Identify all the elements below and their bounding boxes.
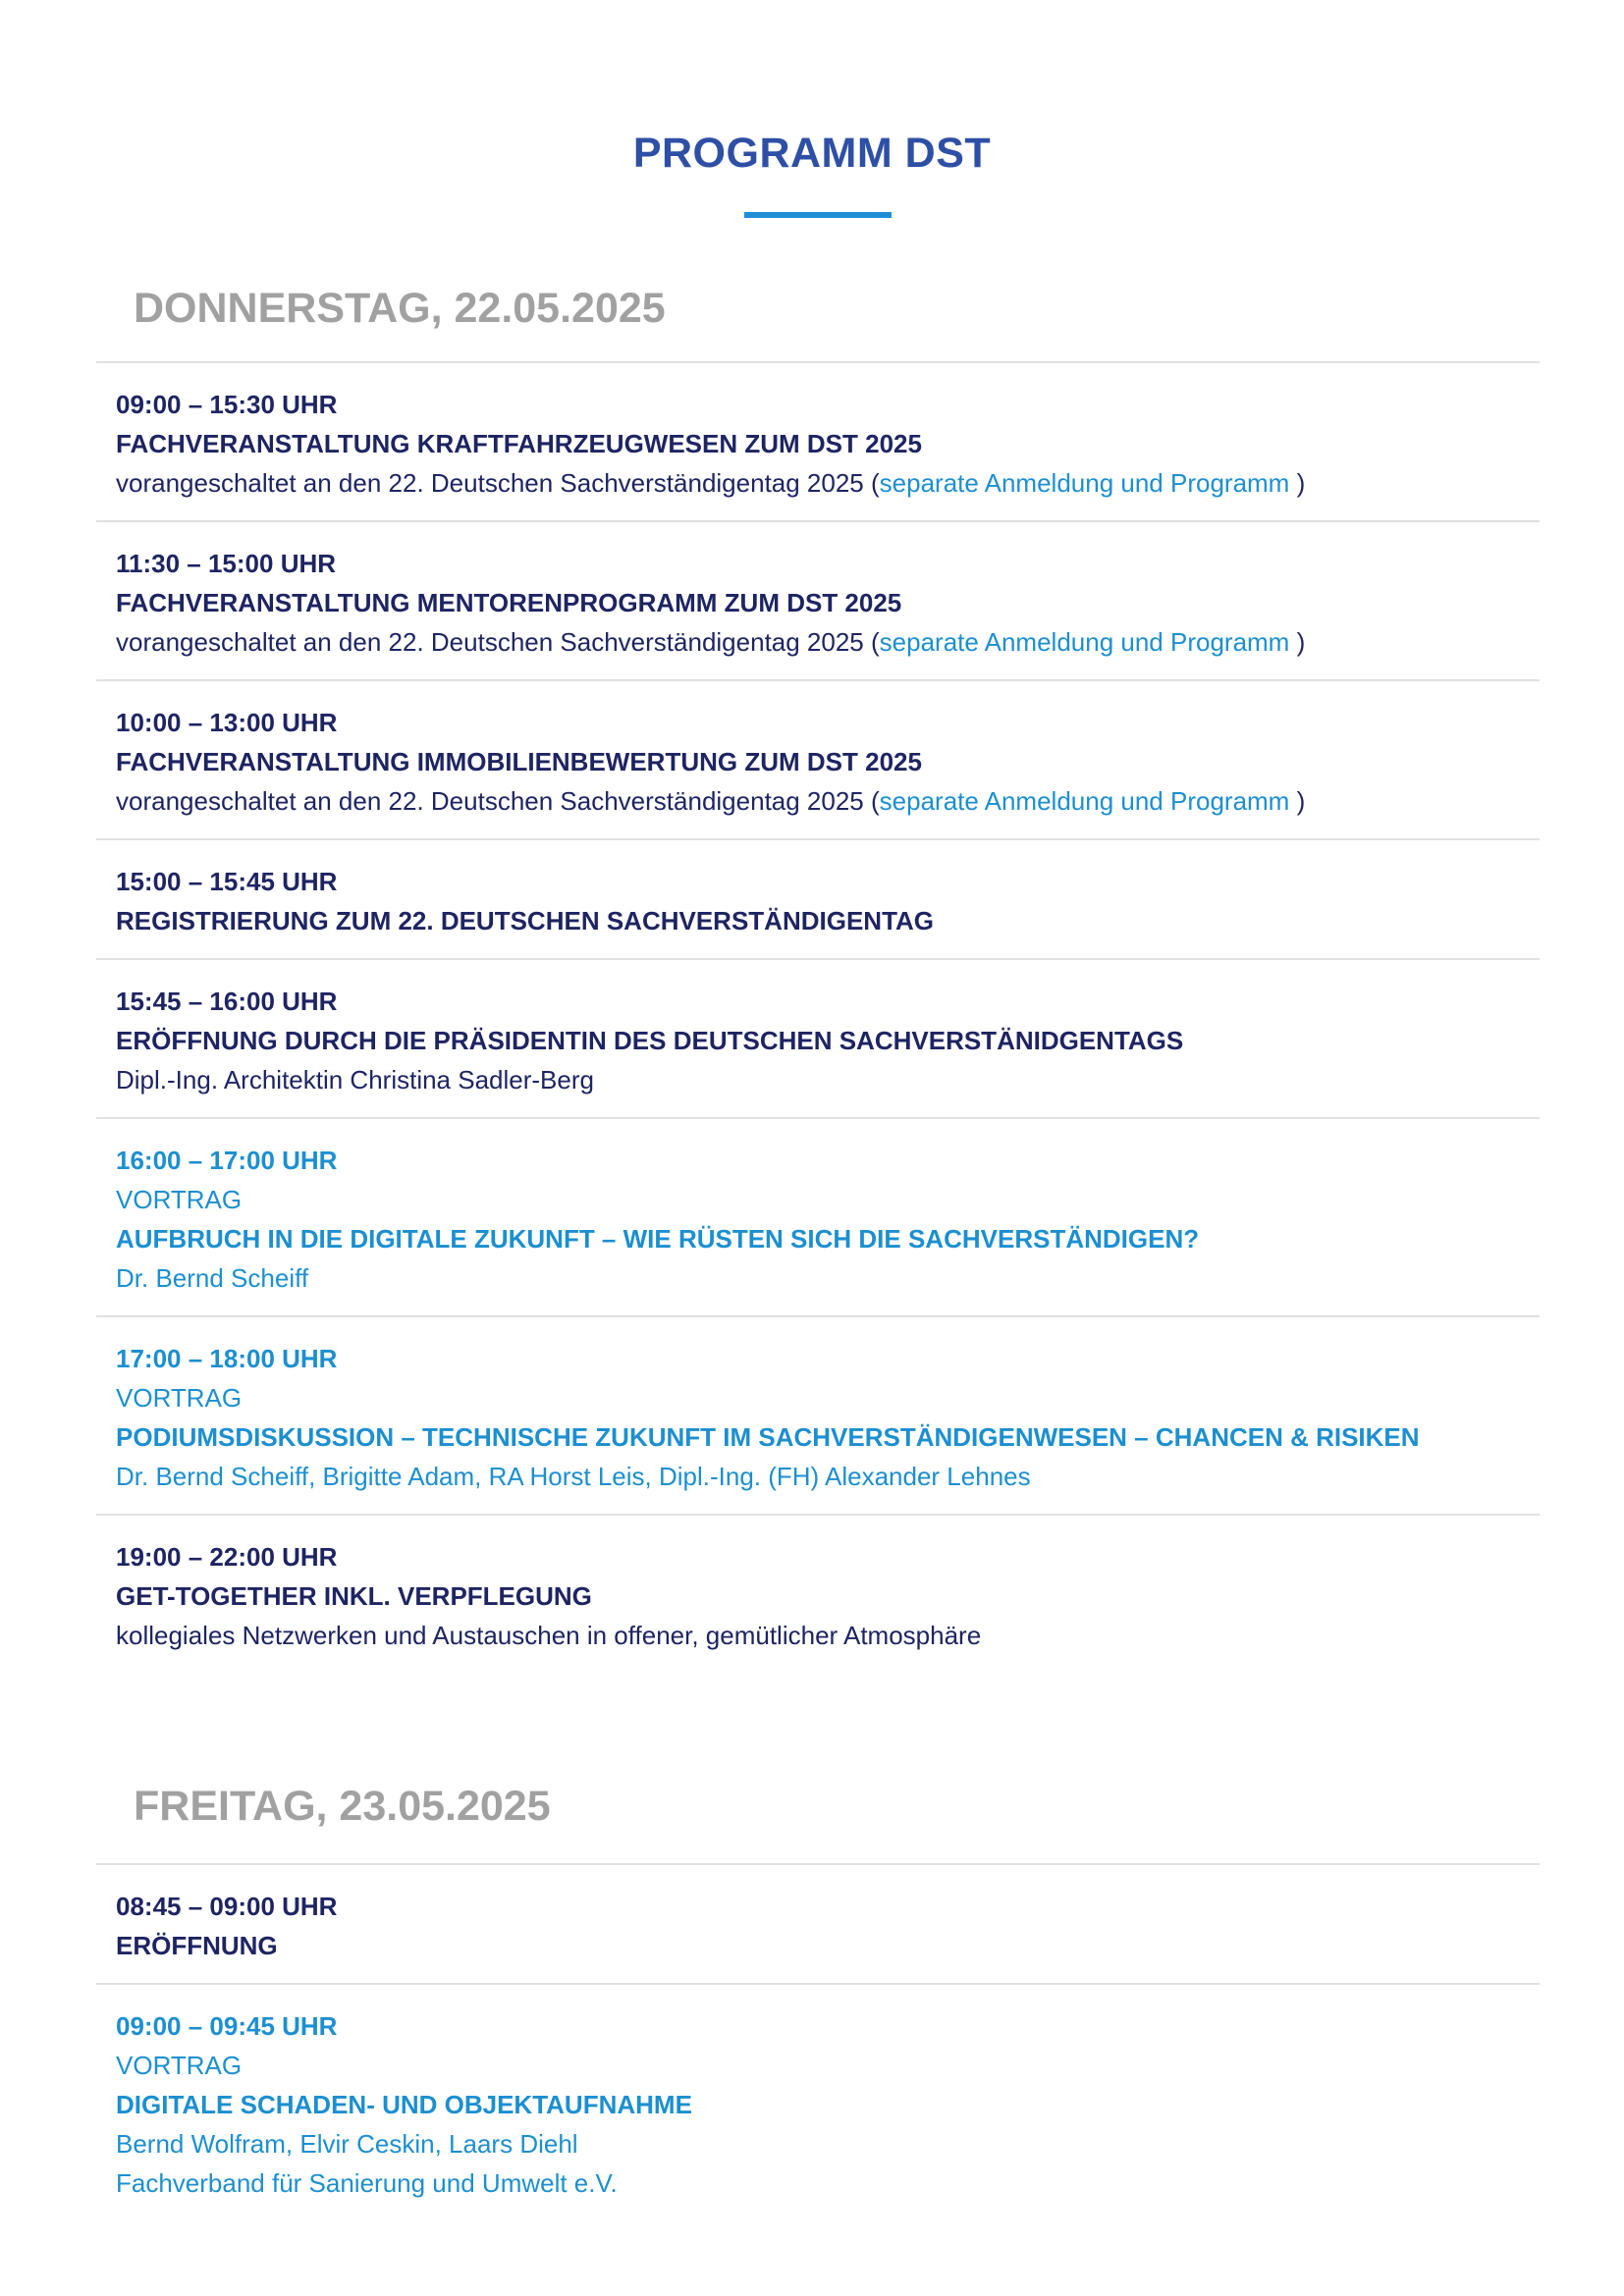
- entry-speaker: Bernd Wolfram, Elvir Ceskin, Laars Diehl: [116, 2129, 578, 2159]
- entry-title: ERÖFFNUNG: [116, 1931, 278, 1960]
- entry-description-suffix: ): [1289, 468, 1306, 498]
- schedule-friday: [96, 1863, 1540, 2220]
- entry-description-text: vorangeschaltet an den 22. Deutschen Sachverständigentag 2025 (: [116, 627, 880, 657]
- entry-title: FACHVERANSTALTUNG MENTORENPROGRAMM ZUM DST 2025: [116, 588, 902, 617]
- entry-time: 08:45 – 09:00 UHR: [116, 1892, 338, 1921]
- entry-speaker: Dr. Bernd Scheiff: [116, 1263, 309, 1293]
- entry-time: 19:00 – 22:00 UHR: [116, 1542, 338, 1572]
- entry-time: 15:45 – 16:00 UHR: [116, 987, 338, 1016]
- entry-description: [116, 622, 1540, 662]
- entry-title: FACHVERANSTALTUNG IMMOBILIENBEWERTUNG ZUM DST 2025: [116, 747, 922, 776]
- day-heading-friday: FREITAG, 23.05.2025: [134, 1783, 551, 1830]
- entry-description-suffix: ): [1289, 786, 1306, 816]
- schedule-entry-talk: [96, 1117, 1540, 1315]
- entry-type: VORTRAG: [116, 1185, 243, 1214]
- entry-time: 15:00 – 15:45 UHR: [116, 867, 338, 896]
- schedule-entry: [96, 1863, 1540, 1983]
- entry-title: GET-TOGETHER INKL. VERPFLEGUNG: [116, 1581, 592, 1611]
- schedule-entry: [96, 520, 1540, 679]
- entry-speaker: Dipl.-Ing. Architektin Christina Sadler-Berg: [116, 1065, 594, 1095]
- entry-description-text: vorangeschaltet an den 22. Deutschen Sachverständigentag 2025 (: [116, 468, 880, 498]
- entry-title: REGISTRIERUNG ZUM 22. DEUTSCHEN SACHVERSTÄNDIGENTAG: [116, 906, 935, 935]
- schedule-entry: [96, 361, 1540, 520]
- entry-time: 11:30 – 15:00 UHR: [116, 549, 337, 578]
- entry-description: kollegiales Netzwerken und Austauschen in offener, gemütlicher Atmosphäre: [116, 1621, 982, 1650]
- page-title: PROGRAMM DST: [632, 130, 992, 177]
- entry-time: 16:00 – 17:00 UHR: [116, 1146, 338, 1175]
- day-heading-thursday: DONNERSTAG, 22.05.2025: [134, 285, 666, 332]
- entry-time: 09:00 – 15:30 UHR: [116, 390, 338, 419]
- entry-title: AUFBRUCH IN DIE DIGITALE ZUKUNFT – WIE RÜSTEN SICH DIE SACHVERSTÄNDIGEN?: [116, 1224, 1200, 1254]
- title-underline: [744, 212, 892, 218]
- entry-type: VORTRAG: [116, 1383, 243, 1413]
- schedule-thursday: [96, 361, 1540, 1673]
- entry-time: 17:00 – 18:00 UHR: [116, 1344, 338, 1373]
- schedule-entry: [96, 679, 1540, 838]
- entry-description-suffix: ): [1289, 627, 1306, 657]
- registration-link[interactable]: separate Anmeldung und Programm: [879, 468, 1290, 498]
- entry-title: ERÖFFNUNG DURCH DIE PRÄSIDENTIN DES DEUTSCHEN SACHVERSTÄNIDGENTAGS: [116, 1026, 1184, 1055]
- registration-link[interactable]: separate Anmeldung und Programm: [879, 786, 1290, 816]
- entry-organization: Fachverband für Sanierung und Umwelt e.V.: [116, 2168, 618, 2198]
- schedule-entry-talk: [96, 1315, 1540, 1514]
- entry-title: FACHVERANSTALTUNG KRAFTFAHRZEUGWESEN ZUM DST 2025: [116, 429, 922, 458]
- entry-description: [116, 463, 1540, 503]
- schedule-entry-talk: [96, 1983, 1540, 2220]
- registration-link[interactable]: separate Anmeldung und Programm: [879, 627, 1290, 657]
- entry-title: PODIUMSDISKUSSION – TECHNISCHE ZUKUNFT IM SACHVERSTÄNDIGENWESEN – CHANCEN & RISIKEN: [116, 1422, 1420, 1452]
- entry-time: 10:00 – 13:00 UHR: [116, 708, 338, 737]
- schedule-entry: [96, 958, 1540, 1117]
- schedule-entry: [96, 1514, 1540, 1673]
- entry-type: VORTRAG: [116, 2051, 243, 2080]
- entry-time: 09:00 – 09:45 UHR: [116, 2011, 338, 2041]
- entry-speaker: Dr. Bernd Scheiff, Brigitte Adam, RA Horst Leis, Dipl.-Ing. (FH) Alexander Lehnes: [116, 1462, 1031, 1491]
- schedule-entry: [96, 838, 1540, 958]
- entry-description: [116, 781, 1540, 821]
- entry-description-text: vorangeschaltet an den 22. Deutschen Sachverständigentag 2025 (: [116, 786, 880, 816]
- entry-title: DIGITALE SCHADEN- UND OBJEKTAUFNAHME: [116, 2090, 692, 2119]
